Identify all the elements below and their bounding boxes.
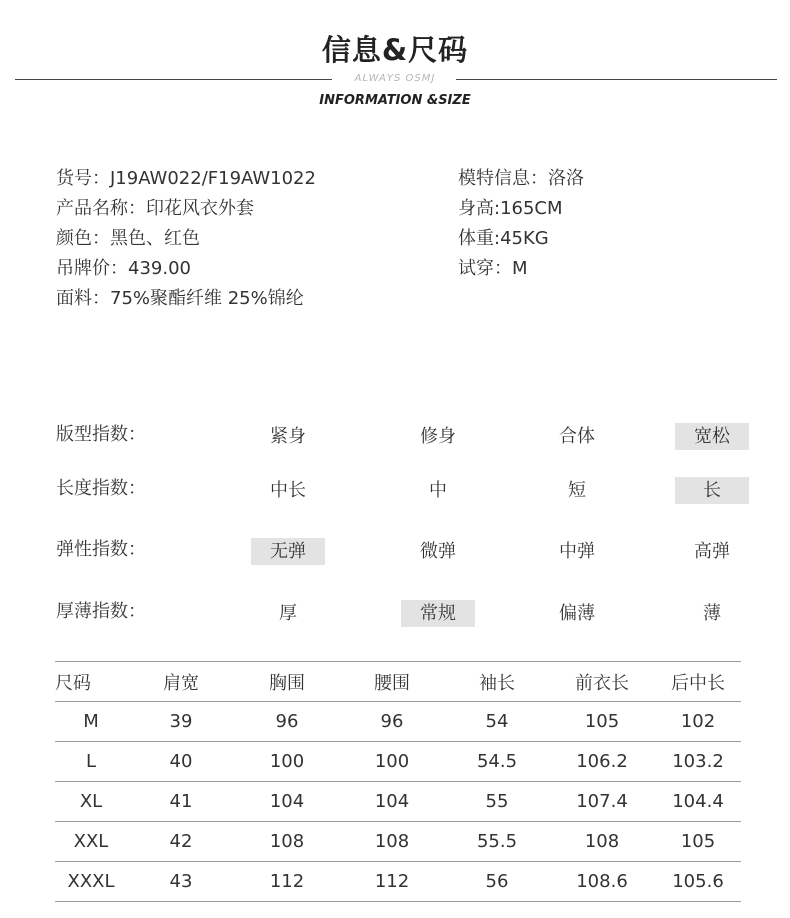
index-option: 厚	[279, 603, 297, 624]
table-cell: 39	[127, 702, 235, 742]
index-row-thickness	[0, 597, 790, 627]
table-row	[55, 862, 741, 902]
info-price: 吊牌价：439.00	[56, 258, 191, 279]
index-option-selected: 宽松	[675, 423, 749, 450]
index-option: 偏薄	[559, 603, 595, 624]
table-row	[55, 782, 741, 822]
info-model: 模特信息：洛洛	[458, 168, 584, 189]
table-row	[55, 742, 741, 782]
index-label: 长度指数：	[56, 478, 146, 499]
brand-subtitle: ALWAYS OSMJ	[354, 73, 436, 84]
index-option: 短	[568, 480, 586, 501]
table-cell: XXL	[55, 822, 127, 862]
product-info	[56, 164, 316, 314]
index-option: 高弹	[694, 541, 730, 562]
index-row-length	[0, 474, 790, 504]
table-cell: L	[55, 742, 127, 782]
table-header-cell: 肩宽	[127, 662, 235, 702]
page-title: 信息&尺码	[321, 33, 469, 67]
table-cell: 104	[339, 782, 445, 822]
index-option-selected: 长	[675, 477, 749, 504]
table-cell: 104.4	[655, 782, 741, 822]
table-cell: 56	[445, 862, 549, 902]
page-header	[0, 0, 790, 120]
table-cell: 100	[235, 742, 339, 782]
table-cell: 54	[445, 702, 549, 742]
table-cell: 42	[127, 822, 235, 862]
info-item-number: 货号：J19AW022/F19AW1022	[56, 168, 316, 189]
table-row	[55, 822, 741, 862]
table-header-row	[55, 662, 741, 702]
table-header-cell: 胸围	[235, 662, 339, 702]
table-header-cell: 前衣长	[549, 662, 655, 702]
table-cell: 40	[127, 742, 235, 782]
table-cell: 100	[339, 742, 445, 782]
info-weight: 体重:45KG	[458, 228, 549, 249]
info-color: 颜色：黑色、红色	[56, 228, 200, 249]
index-option: 中弹	[559, 541, 595, 562]
table-cell: 108	[549, 822, 655, 862]
index-option: 微弹	[420, 541, 456, 562]
table-cell: 54.5	[445, 742, 549, 782]
index-option: 紧身	[270, 426, 306, 447]
english-title: INFORMATION &SIZE	[319, 93, 471, 108]
table-cell: 105	[655, 822, 741, 862]
index-option: 中长	[270, 480, 306, 501]
index-option: 中	[429, 480, 447, 501]
table-cell: 43	[127, 862, 235, 902]
table-cell: 104	[235, 782, 339, 822]
table-cell: 112	[339, 862, 445, 902]
table-header-cell: 袖长	[445, 662, 549, 702]
size-table	[55, 661, 741, 902]
table-cell: 55.5	[445, 822, 549, 862]
info-height: 身高:165CM	[458, 198, 563, 219]
table-cell: 41	[127, 782, 235, 822]
table-cell: XXXL	[55, 862, 127, 902]
table-cell: 96	[339, 702, 445, 742]
table-row	[55, 702, 741, 742]
info-fabric: 面料：75%聚酯纤维 25%锦纶	[56, 288, 304, 309]
table-cell: M	[55, 702, 127, 742]
index-row-elasticity	[0, 535, 790, 565]
table-cell: 105	[549, 702, 655, 742]
table-cell: 102	[655, 702, 741, 742]
model-info	[458, 164, 584, 284]
table-cell: XL	[55, 782, 127, 822]
table-cell: 107.4	[549, 782, 655, 822]
table-cell: 108	[339, 822, 445, 862]
table-cell: 108.6	[549, 862, 655, 902]
index-option-selected: 常规	[401, 600, 475, 627]
table-header-cell: 后中长	[655, 662, 741, 702]
index-label: 版型指数：	[56, 424, 146, 445]
table-cell: 96	[235, 702, 339, 742]
table-header-cell: 腰围	[339, 662, 445, 702]
table-cell: 106.2	[549, 742, 655, 782]
table-header-cell: 尺码	[55, 662, 127, 702]
info-product-name: 产品名称：印花风衣外套	[56, 198, 254, 219]
index-label: 厚薄指数：	[56, 601, 146, 622]
index-option: 薄	[703, 603, 721, 624]
index-option: 合体	[559, 426, 595, 447]
table-cell: 105.6	[655, 862, 741, 902]
table-cell: 112	[235, 862, 339, 902]
index-option: 修身	[420, 426, 456, 447]
table-cell: 103.2	[655, 742, 741, 782]
table-cell: 55	[445, 782, 549, 822]
index-option-selected: 无弹	[251, 538, 325, 565]
index-label: 弹性指数：	[56, 539, 146, 560]
table-cell: 108	[235, 822, 339, 862]
info-tried-size: 试穿：M	[458, 258, 528, 279]
index-row-fit	[0, 420, 790, 450]
